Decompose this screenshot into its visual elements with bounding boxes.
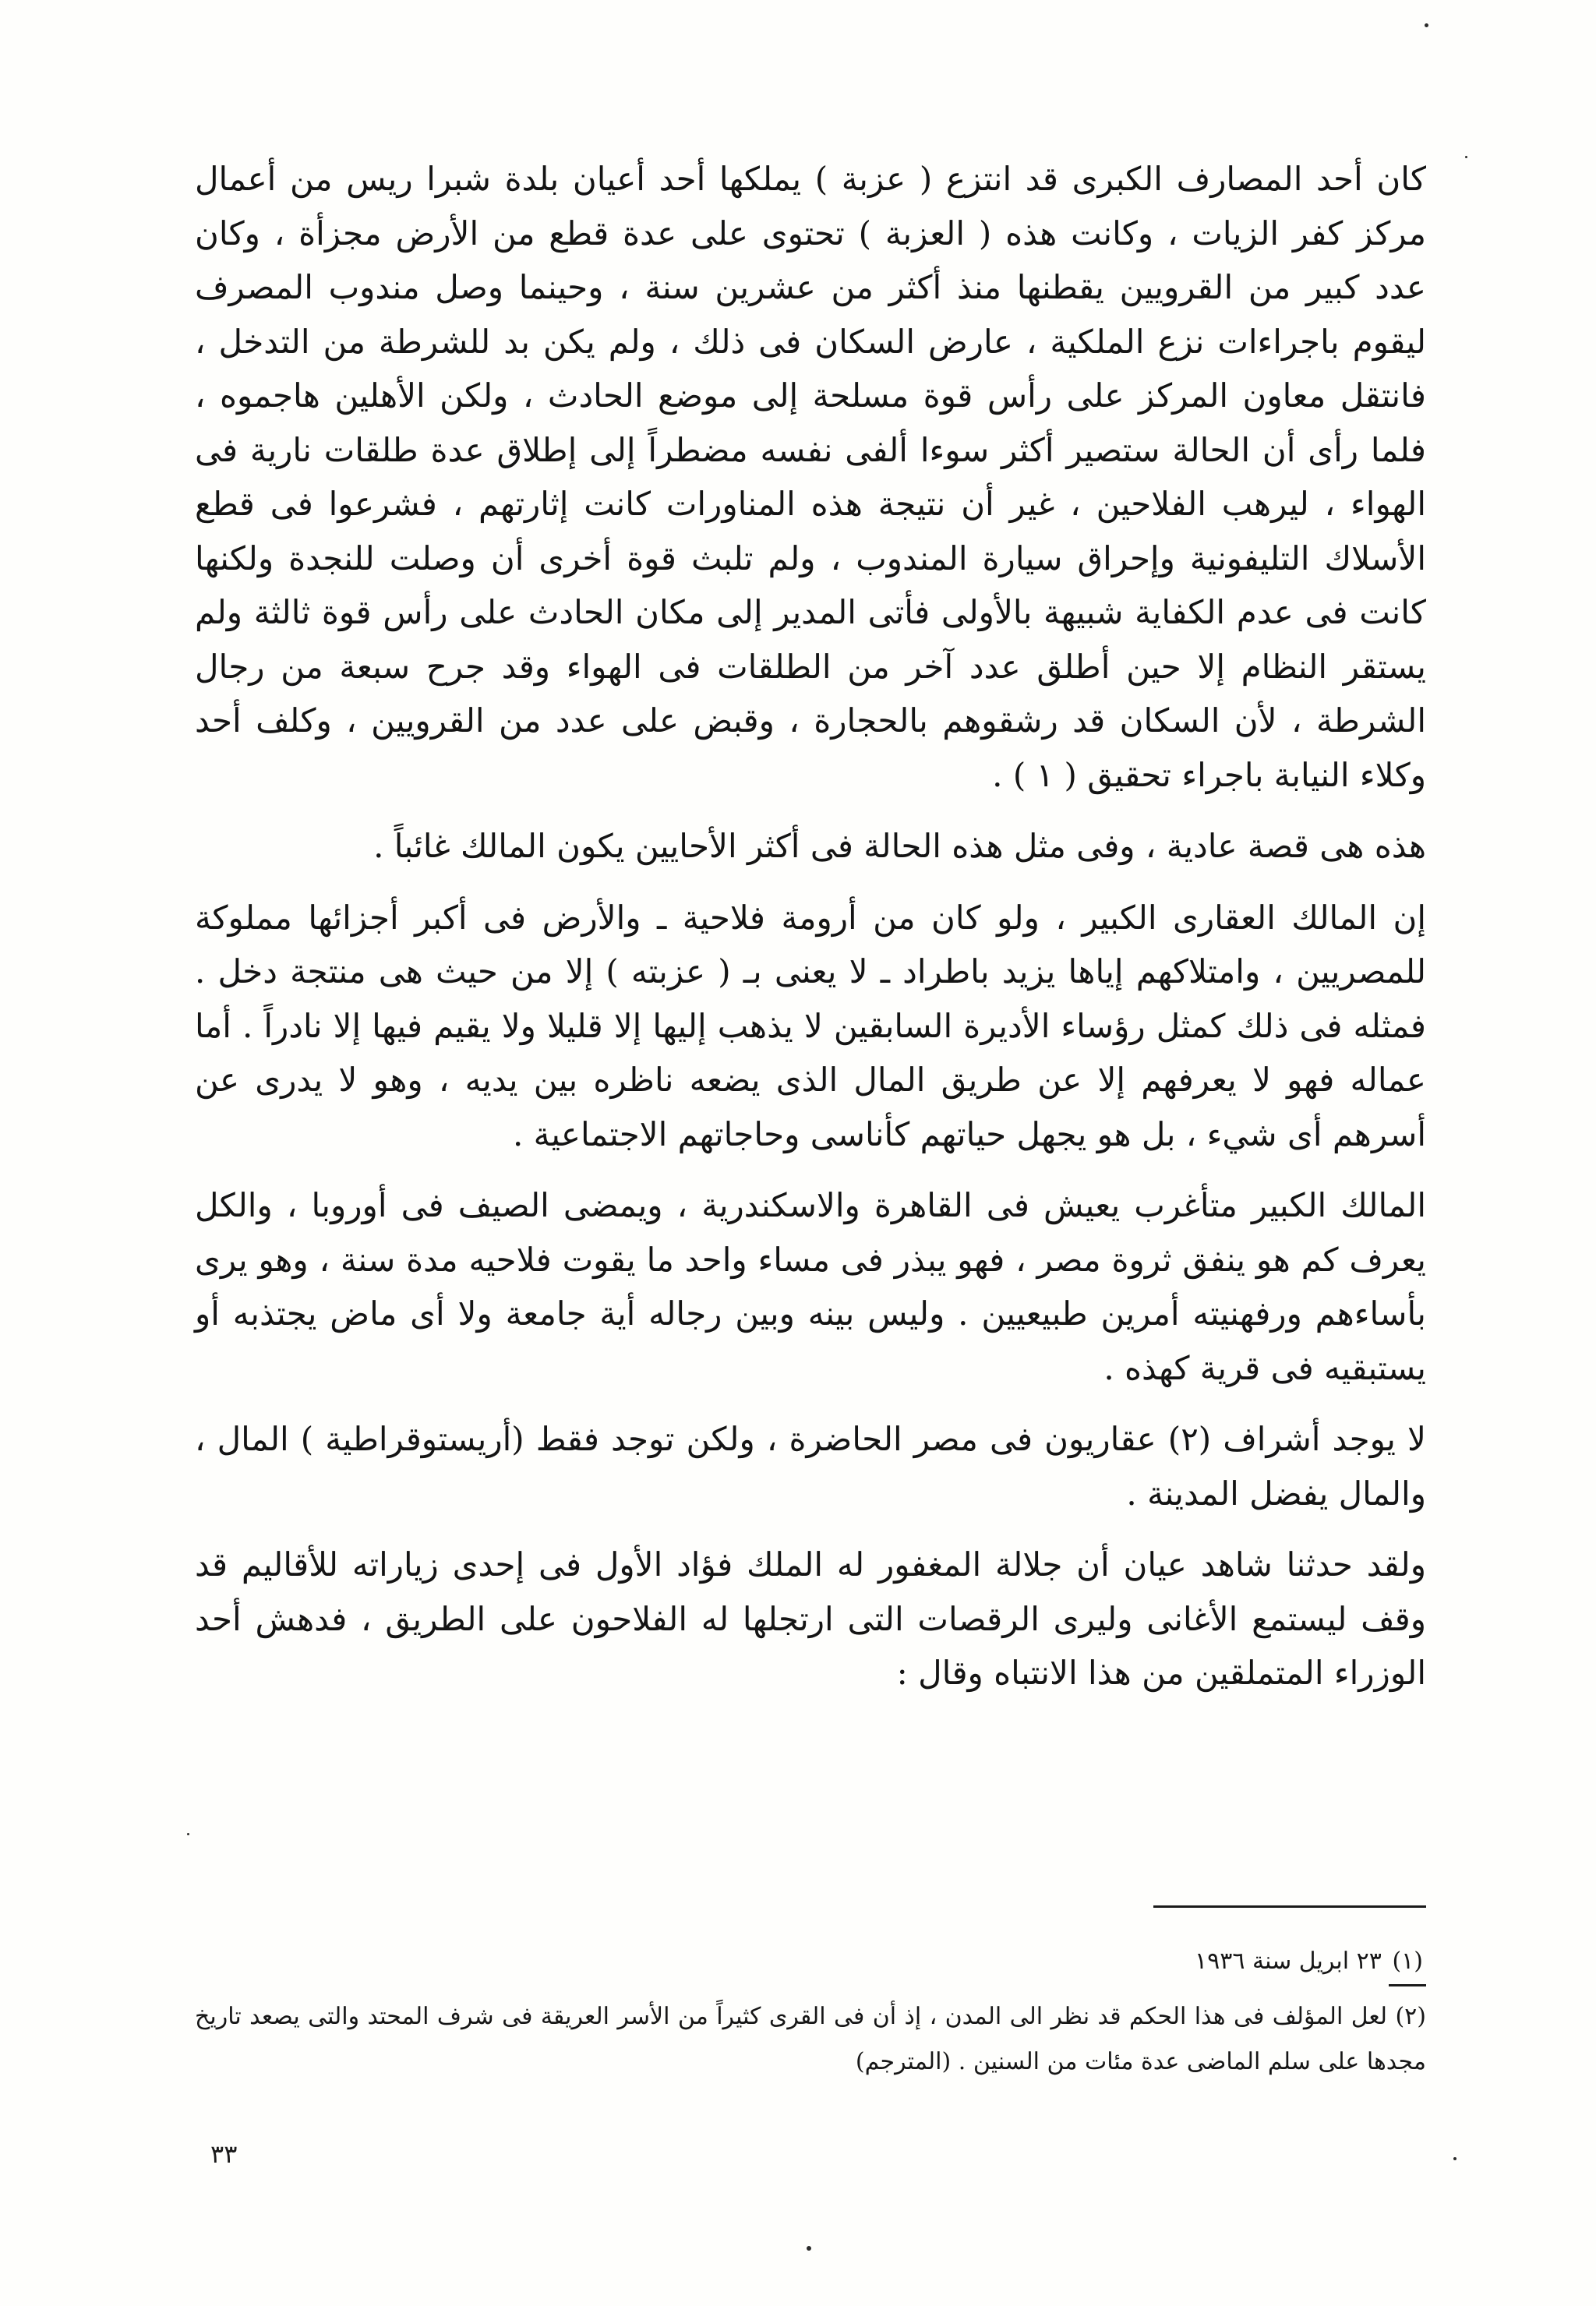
paragraph-6: ولقد حدثنا شاهد عيان أن جلالة المغفور له الملك فؤاد الأول فى إحدى زياراته للأقاليم قد وقف ليستمع الأغانى وليرى الرقصات التى ارتجلها له الفلاحون على الطريق ، فدهش أحد الوزراء المتملقين من هذا الانتباه وقال : [195,1545,1426,1692]
paragraph-4: المالك الكبير متأغرب يعيش فى القاهرة والاسكندرية ، ويمضى الصيف فى أوروبا ، والكل يعرف كم هو ينفق ثروة مصر ، فهو يبذر فى مساء واحد ما يقوت فلاحيه مدة سنة ، وهو يرى بأساءهم ورفهنيته أمرين طبيعيين . وليس بينه وبين رجاله أية جامعة ولا أى ماض يجتذبه أو يستبقيه فى قرية كهذه . [195,1186,1426,1387]
scan-speck [1453,2157,1457,2160]
footnote-text: لعل المؤلف فى هذا الحكم قد نظر الى المدن ، إذ أن فى القرى كثيراً من الأسر العريقة فى شرف المحتد والتى يصعد تاريخ مجدها على سلم الماضى عدة مئات من السنين . (المترجم) [195,2003,1426,2075]
footnote-text: ٢٣ ابريل سنة ١٩٣٦ [1195,1948,1382,1975]
paragraph-3: إن المالك العقارى الكبير ، ولو كان من أرومة فلاحية ـ والأرض فى أكبر أجزائها مملوكة للمصريين ، وامتلاكهم إياها يزيد باطراد ـ لا يعنى بـ ( عزبته ) إلا من حيث هى منتجة دخل . فمثله فى ذلك كمثل رؤساء الأديرة السابقين لا يذهب إليها إلا قليلا ولا يقيم فيها إلا نادراً . أما عماله فهو لا يعرفهم إلا عن طريق المال الذى يضعه ناظره بين يديه ، وهو لا يدرى عن أسرهم أى شيء ، بل هو يجهل حياتهم كأناسى وحاجاتهم الاجتماعية . [195,898,1426,1153]
footnote-separator [1153,1905,1426,1908]
scan-speck [1465,156,1467,158]
page-number: ٣٣ [210,2139,238,2169]
scan-speck [807,2246,811,2251]
scan-speck [1425,23,1428,27]
body-text [195,152,1426,1700]
footnote-2 [195,1994,1426,2085]
footnotes [195,1939,1426,2085]
footnote-1 [195,1939,1426,1986]
paragraph-5: لا يوجد أشراف (٢) عقاريون فى مصر الحاضرة ، ولكن توجد فقط (أريستوقراطية ) المال ، والمال يفضل المدينة . [195,1420,1426,1513]
paragraph-1: كان أحد المصارف الكبرى قد انتزع ( عزبة ) يملكها أحد أعيان بلدة شبرا ريس من أعمال مركز كفر الزيات ، وكانت هذه ( العزبة ) تحتوى على عدة قطع من الأرض مجزأة ، وكان عدد كبير من القرويين يقطنها منذ أكثر من عشرين سنة ، وحينما وصل مندوب المصرف ليقوم باجراءات نزع الملكية ، عارض السكان فى ذلك ، ولم يكن بد للشرطة من التدخل ، فانتقل معاون المركز على رأس قوة مسلحة إلى موضع الحادث ، ولكن الأهلين هاجموه ، فلما رأى أن الحالة ستصير أكثر سوءا ألفى نفسه مضطراً إلى إطلاق عدة طلقات نارية فى الهواء ، ليرهب الفلاحين ، غير أن نتيجة هذه المناورات كانت إثارتهم ، فشرعوا فى قطع الأسلاك التليفونية وإحراق سيارة المندوب ، ولم تلبث قوة أخرى أن وصلت للنجدة ولكنها كانت فى عدم الكفاية شبيهة بالأولى فأتى المدير إلى مكان الحادث على رأس قوة ثالثة ولم يستقر النظام إلا حين أطلق عدد آخر من الطلقات فى الهواء وقد جرح سبعة من رجال الشرطة ، لأن السكان قد رشقوهم بالحجارة ، وقبض على عدد من القرويين ، وكلف أحد وكلاء النيابة باجراء تحقيق ( ١ ) . [195,160,1427,794]
paragraph-2: هذه هى قصة عادية ، وفى مثل هذه الحالة فى أكثر الأحايين يكون المالك غائباً . [373,827,1426,865]
scan-speck [187,1833,189,1835]
footnote-marker: (٢) [1395,2003,1426,2030]
footnote-marker: (١) [1389,1939,1426,1986]
